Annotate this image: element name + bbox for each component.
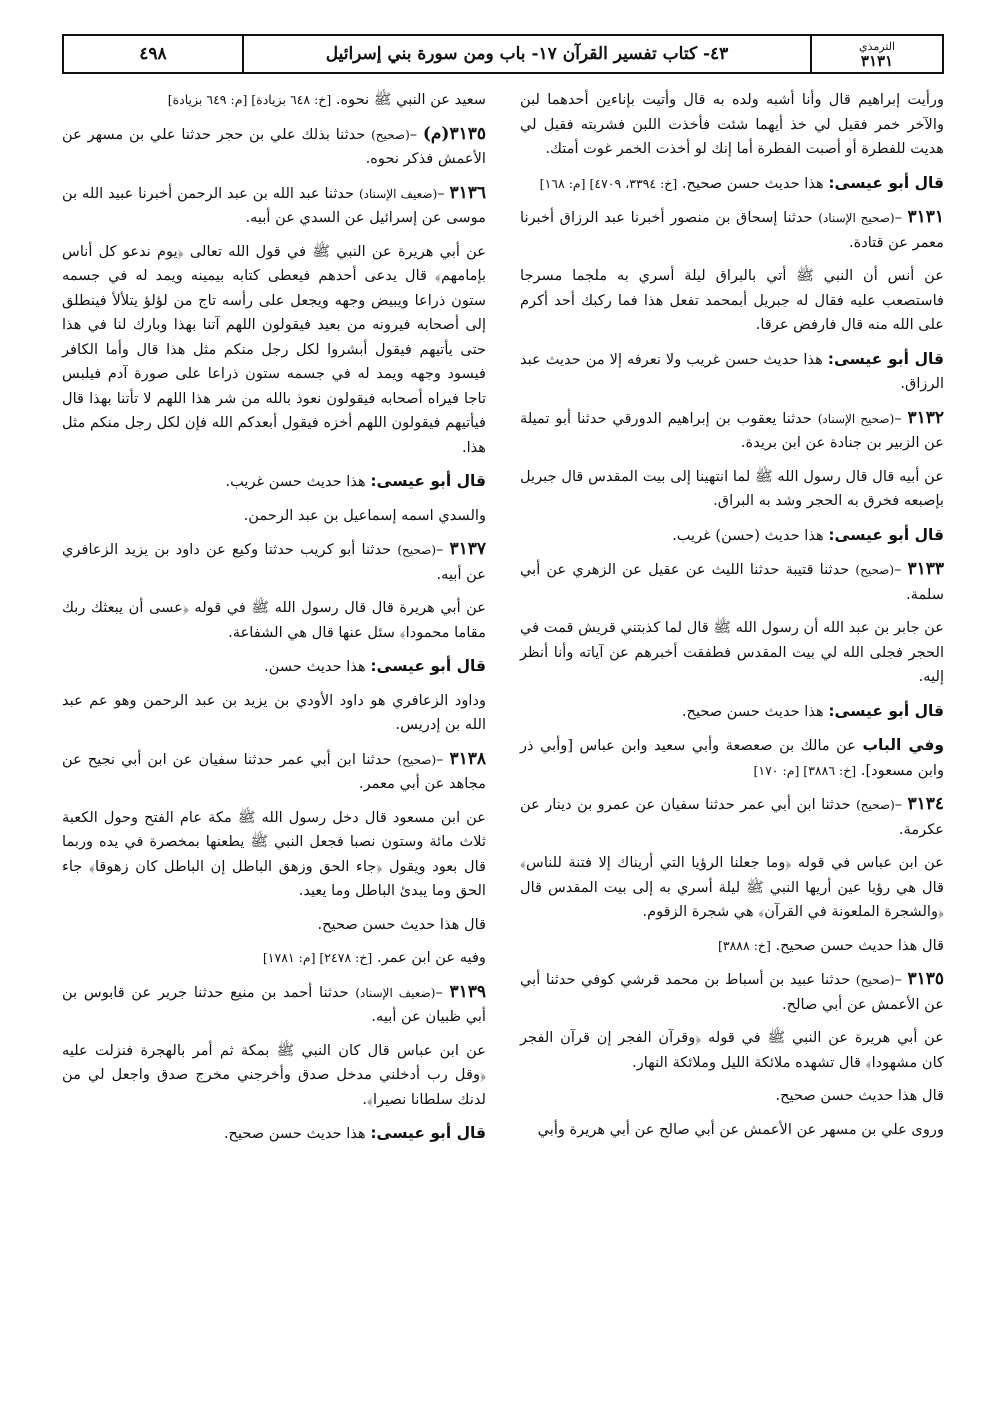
paragraph (520, 616, 944, 690)
paragraph-lead: قال أبو عيسى: (828, 173, 944, 192)
reference-note: [خ: ٢٤٧٨] [م: ١٧٨١] (262, 950, 373, 965)
paragraph-text: حدثنا يعقوب بن إبراهيم الدورقي حدثنا أبو تميلة عن الزبير بن جنادة عن ابن بريدة. (520, 409, 944, 451)
hadith-number: ٣١٣٣ (907, 559, 945, 579)
book-reference-box (810, 36, 942, 72)
paragraph-text: عن أبي هريرة قال قال رسول الله ﷺ في قوله ﴿عسى أن يبعثك ربك مقاما محمودا﴾ سئل عنها قال هي الشفاعة. (62, 599, 486, 641)
paragraph-text: هذا حديث حسن غريب ولا نعرفه إلا من حديث عبد الرزاق. (520, 350, 944, 392)
paragraph: ٣١٣٩ –(ضعيف الإسناد) حدثنا أحمد بن منيع حدثنا جرير عن قابوس بن أبي ظبيان عن أبيه. (62, 981, 486, 1025)
paragraph-text: وداود الزعافري هو داود الأودي بن يزيد بن عبد الرحمن وهو عم عبد الله بن إدريس. (62, 691, 486, 733)
paragraph-text: حدثنا عبد الله بن عبد الرحمن أخبرنا عبيد الله بن موسى عن إسرائيل عن السدي عن أبيه. (62, 184, 486, 226)
paragraph (520, 347, 944, 397)
paragraph: ٣١٣٥(م) –(صحيح) حدثنا بذلك علي بن حجر حدثنا علي بن مسهر عن الأعمش فذكر نحوه. (62, 123, 486, 167)
paragraph-text: ورأيت إبراهيم قال وأنا أشبه ولده به قال وأتيت بإناءين أحدهما لبن والآخر خمر فقيل لي خذ أيهما شئت فأخذت اللبن فشربته فقيل لي هديت للفطرة أو أصبت الفطرة أما إنك لو أخذت الخمر غوت أمتك. (520, 91, 944, 157)
paragraph (62, 1121, 486, 1147)
paragraph (62, 946, 486, 971)
paragraph-lead: قال أبو عيسى: (828, 701, 944, 720)
paragraph-text: عن ابن عباس قال كان النبي ﷺ بمكة ثم أمر بالهجرة فنزلت عليه ﴿وقل رب أدخلني مدخل صدق وأخرجني مخرج صدق واجعل لي من لدنك سلطانا نصيرا﴾. (62, 1041, 486, 1108)
hadith-number: ٣١٣٨ (449, 748, 486, 769)
paragraph-text: قال هذا حديث حسن صحيح. (775, 1087, 944, 1104)
left-column (62, 88, 486, 1378)
paragraph (62, 654, 486, 680)
paragraph-text: عن مالك بن صعصعة وأبي سعيد وابن عباس [وأبي ذر وابن مسعود]. (520, 737, 944, 779)
paragraph (520, 1118, 944, 1143)
paragraph-text: حدثنا بذلك علي بن حجر حدثنا علي بن مسهر عن الأعمش فذكر نحوه. (62, 125, 486, 167)
paragraph-text: حدثنا أبو كريب حدثنا وكيع عن داود بن يزيد الزعافري عن أبيه. (62, 541, 486, 583)
paragraph-text: وفيه عن ابن عمر. (376, 949, 486, 966)
paragraph-text: حدثنا ابن أبي عمر حدثنا سفيان عن ابن أبي نجيح عن مجاهد عن أبي معمر. (62, 750, 486, 792)
paragraph-lead: قال أبو عيسى: (828, 525, 944, 544)
paragraph-text: قال هذا حديث حسن صحيح. (775, 936, 944, 954)
hadith-grade: (صحيح الإسناد) (817, 411, 895, 426)
page-header (62, 34, 944, 74)
paragraph-text: حدثنا أحمد بن منيع حدثنا جرير عن قابوس بن أبي ظبيان عن أبيه. (62, 983, 486, 1025)
paragraph-text: عن أبي هريرة عن النبي ﷺ في قوله ﴿وقرآن الفجر إن قرآن الفجر كان مشهودا﴾ قال تشهده ملائكة الليل وملائكة النهار. (520, 1029, 944, 1071)
hadith-grade: (صحيح) (371, 127, 410, 142)
paragraph-text: حدثنا ابن أبي عمر حدثنا سفيان عن عمرو بن دينار عن عكرمة. (520, 796, 944, 838)
hadith-grade: (صحيح) (855, 973, 895, 987)
paragraph-text: والسدي اسمه إسماعيل بن عبد الرحمن. (243, 506, 486, 524)
paragraph-text: حدثنا قتيبة حدثنا الليث عن عقيل عن الزهري عن أبي سلمة. (520, 561, 944, 603)
paragraph-text: عن ابن مسعود قال دخل رسول الله ﷺ مكة عام الفتح وحول الكعبة ثلاث مائة وستون نصبا فجعل النبي ﷺ يطعنها بمخصرة في يده وربما قال بعود ويقول ﴿جاء الحق وزهق الباطل إن الباطل كان زهوقا﴾ جاء الحق وما يبدئ الباطل وما يعيد. (62, 808, 486, 899)
paragraph (520, 523, 944, 549)
paragraph (520, 171, 944, 197)
paragraph-text: سعيد عن النبي ﷺ نحوه. (335, 91, 486, 108)
hadith-grade: (ضعيف الإسناد) (355, 985, 436, 1000)
hadith-grade: (صحيح) (397, 752, 437, 767)
paragraph (62, 1039, 486, 1113)
paragraph-text: هذا حديث حسن صحيح. (681, 702, 824, 720)
paragraph (520, 934, 944, 959)
paragraph-lead: قال أبو عيسى: (370, 472, 486, 490)
reference-note: [خ: ٣٨٨٦] [م: ١٧٠] (753, 762, 857, 778)
paragraph (62, 240, 486, 461)
paragraph: ٣١٣٨ –(صحيح) حدثنا ابن أبي عمر حدثنا سفيان عن ابن أبي نجيح عن مجاهد عن أبي معمر. (62, 748, 486, 792)
paragraph (520, 699, 944, 725)
hadith-number: ٣١٣٢ (907, 407, 945, 428)
reference-note: [خ: ٣٣٩٤، ٤٧٠٩] [م: ١٦٨] (539, 175, 678, 191)
hadith-number: ٣١٣٤ (907, 794, 945, 814)
hadith-grade: (ضعيف الإسناد) (358, 186, 438, 201)
paragraph: ٣١٣٧ –(صحيح) حدثنا أبو كريب حدثنا وكيع عن داود بن يزيد الزعافري عن أبيه. (62, 539, 487, 583)
hadith-grade: (صحيح الإسناد) (818, 211, 895, 225)
paragraph (62, 469, 486, 495)
paragraph (62, 596, 486, 645)
paragraph-text: عن أنس أن النبي ﷺ أتي بالبراق ليلة أسري به ملجما مسرجا فاستصعب عليه فقال له جبريل أبمحمد تفعل هذا فما ركبك أحد أكرم على الله منه قال فارفض عرقا. (520, 267, 944, 333)
paragraph-text: هذا حديث حسن غريب. (225, 473, 366, 490)
paragraph-text: هذا حديث حسن صحيح. (681, 174, 824, 192)
paragraph-lead: وفي الباب (862, 736, 945, 754)
paragraph-text: وروى علي بن مسهر عن الأعمش عن أبي صالح عن أبي هريرة وأبي (537, 1120, 944, 1138)
hadith-grade: (صحيح) (397, 543, 436, 557)
paragraph (62, 806, 486, 904)
paragraph-text: عن ابن عباس في قوله ﴿وما جعلنا الرؤيا التي أريناك إلا فتنة للناس﴾ قال هي رؤيا عين أريها النبي ﷺ ليلة أسري به إلى بيت المقدس قال ﴿والشجرة الملعونة في القرآن﴾ هي شجرة الزقوم. (520, 854, 944, 920)
paragraph (520, 851, 944, 925)
paragraph (62, 689, 486, 738)
book-name: الترمذي (858, 40, 896, 53)
paragraph: ٣١٣٦ –(ضعيف الإسناد) حدثنا عبد الله بن عبد الرحمن أخبرنا عبيد الله بن موسى عن إسرائيل عن السدي عن أبيه. (62, 182, 487, 226)
hadith-range: ٣١٣١ (860, 52, 894, 70)
paragraph-text: عن أبي هريرة عن النبي ﷺ في قول الله تعالى ﴿يوم ندعو كل أناس بإمامهم﴾ قال يدعى أحدهم فيعطى كتابه بيمينه ويمد له في جسمه ستون ذراعا ويبيض وجهه ويجعل على رأسه تاج من لؤلؤ يتلألأ فينطلق إلى أصحابه فيرونه من بعيد فيقولون اللهم آتنا بهذا وبارك لنا في هذا حتى يأتيهم فيقول أبشروا لكل رجل منكم مثل هذا قال وأما الكافر فيسود وجهه ويمد له في جسمه ستون ذراعا على صورة آدم فيلبس تاجا فيراه أصحابه فيقولون نعوذ بالله من شر هذا اللهم لا تأتنا بهذا قال فيأتيهم فيقولون اللهم أخزه فيقول أبعدكم الله فإن لكل رجل منكم مثل هذا. (62, 242, 486, 456)
hadith-number: ٣١٣٥(م) (422, 123, 486, 144)
paragraph-text: هذا حديث (حسن) غريب. (672, 526, 824, 544)
page-number: ٤٩٨ (139, 44, 167, 64)
paragraph (520, 264, 944, 338)
hadith-grade: (صحيح) (856, 798, 895, 812)
paragraph: ٣١٣١ –(صحيح الإسناد) حدثنا إسحاق بن منصور أخبرنا عبد الرزاق أخبرنا معمر عن قتادة. (520, 207, 944, 251)
paragraph (520, 1084, 944, 1109)
paragraph (62, 88, 486, 113)
paragraph: ٣١٣٥ –(صحيح) حدثنا عبيد بن أسباط بن محمد قرشي كوفي حدثنا أبي عن الأعمش عن أبي صالح. (520, 969, 944, 1013)
paragraph-lead: قال أبو عيسى: (827, 349, 945, 368)
paragraph (520, 1026, 944, 1075)
paragraph-lead: قال أبو عيسى: (370, 657, 486, 675)
document-page (62, 34, 944, 1374)
paragraph-text: حدثنا إسحاق بن منصور أخبرنا عبد الرزاق أخبرنا معمر عن قتادة. (520, 209, 944, 251)
paragraph-text: عن أبيه قال قال رسول الله ﷺ لما انتهينا إلى بيت المقدس قال جبريل بإصبعه فخرق به الحجر وشد به البراق. (520, 467, 944, 509)
reference-note: [خ: ٣٨٨٨] (717, 937, 771, 953)
reference-note: [خ: ٦٤٨ بزيادة] [م: ٦٤٩ بزيادة] (167, 92, 332, 107)
paragraph: ٣١٣٢ –(صحيح الإسناد) حدثنا يعقوب بن إبراهيم الدورقي حدثنا أبو تميلة عن الزبير بن جنادة عن ابن بريدة. (520, 407, 945, 451)
hadith-number: ٣١٣٥ (907, 969, 944, 989)
text-columns (62, 88, 944, 1378)
paragraph (520, 465, 944, 514)
hadith-number: ٣١٣١ (907, 207, 944, 227)
paragraph (62, 504, 486, 529)
paragraph-text: حدثنا عبيد بن أسباط بن محمد قرشي كوفي حدثنا أبي عن الأعمش عن أبي صالح. (520, 971, 944, 1013)
hadith-number: ٣١٣٩ (449, 981, 486, 1002)
paragraph-text: قال هذا حديث حسن صحيح. (317, 915, 486, 933)
hadith-number: ٣١٣٧ (449, 539, 487, 559)
chapter-title: ٤٣- كتاب تفسير القرآن ١٧- باب ومن سورة بني إسرائيل (242, 36, 810, 72)
paragraph (520, 733, 944, 783)
hadith-number: ٣١٣٦ (449, 182, 487, 203)
paragraph-text: هذا حديث حسن صحيح. (223, 1125, 366, 1142)
paragraph-text: عن جابر بن عبد الله أن رسول الله ﷺ قال لما كذبتني قريش قمت في الحجر فجلى الله لي بيت المقدس فطفقت أخبرهم عن آياته وأنا أنظر إليه. (520, 619, 944, 685)
paragraph (62, 913, 486, 938)
right-column (520, 88, 944, 1378)
paragraph-text: هذا حديث حسن. (264, 658, 366, 675)
paragraph-lead: قال أبو عيسى: (370, 1124, 486, 1142)
paragraph: ٣١٣٣ –(صحيح) حدثنا قتيبة حدثنا الليث عن عقيل عن الزهري عن أبي سلمة. (520, 559, 945, 603)
paragraph: ٣١٣٤ –(صحيح) حدثنا ابن أبي عمر حدثنا سفيان عن عمرو بن دينار عن عكرمة. (520, 794, 945, 838)
hadith-grade: (صحيح) (855, 563, 895, 577)
paragraph (520, 88, 944, 162)
